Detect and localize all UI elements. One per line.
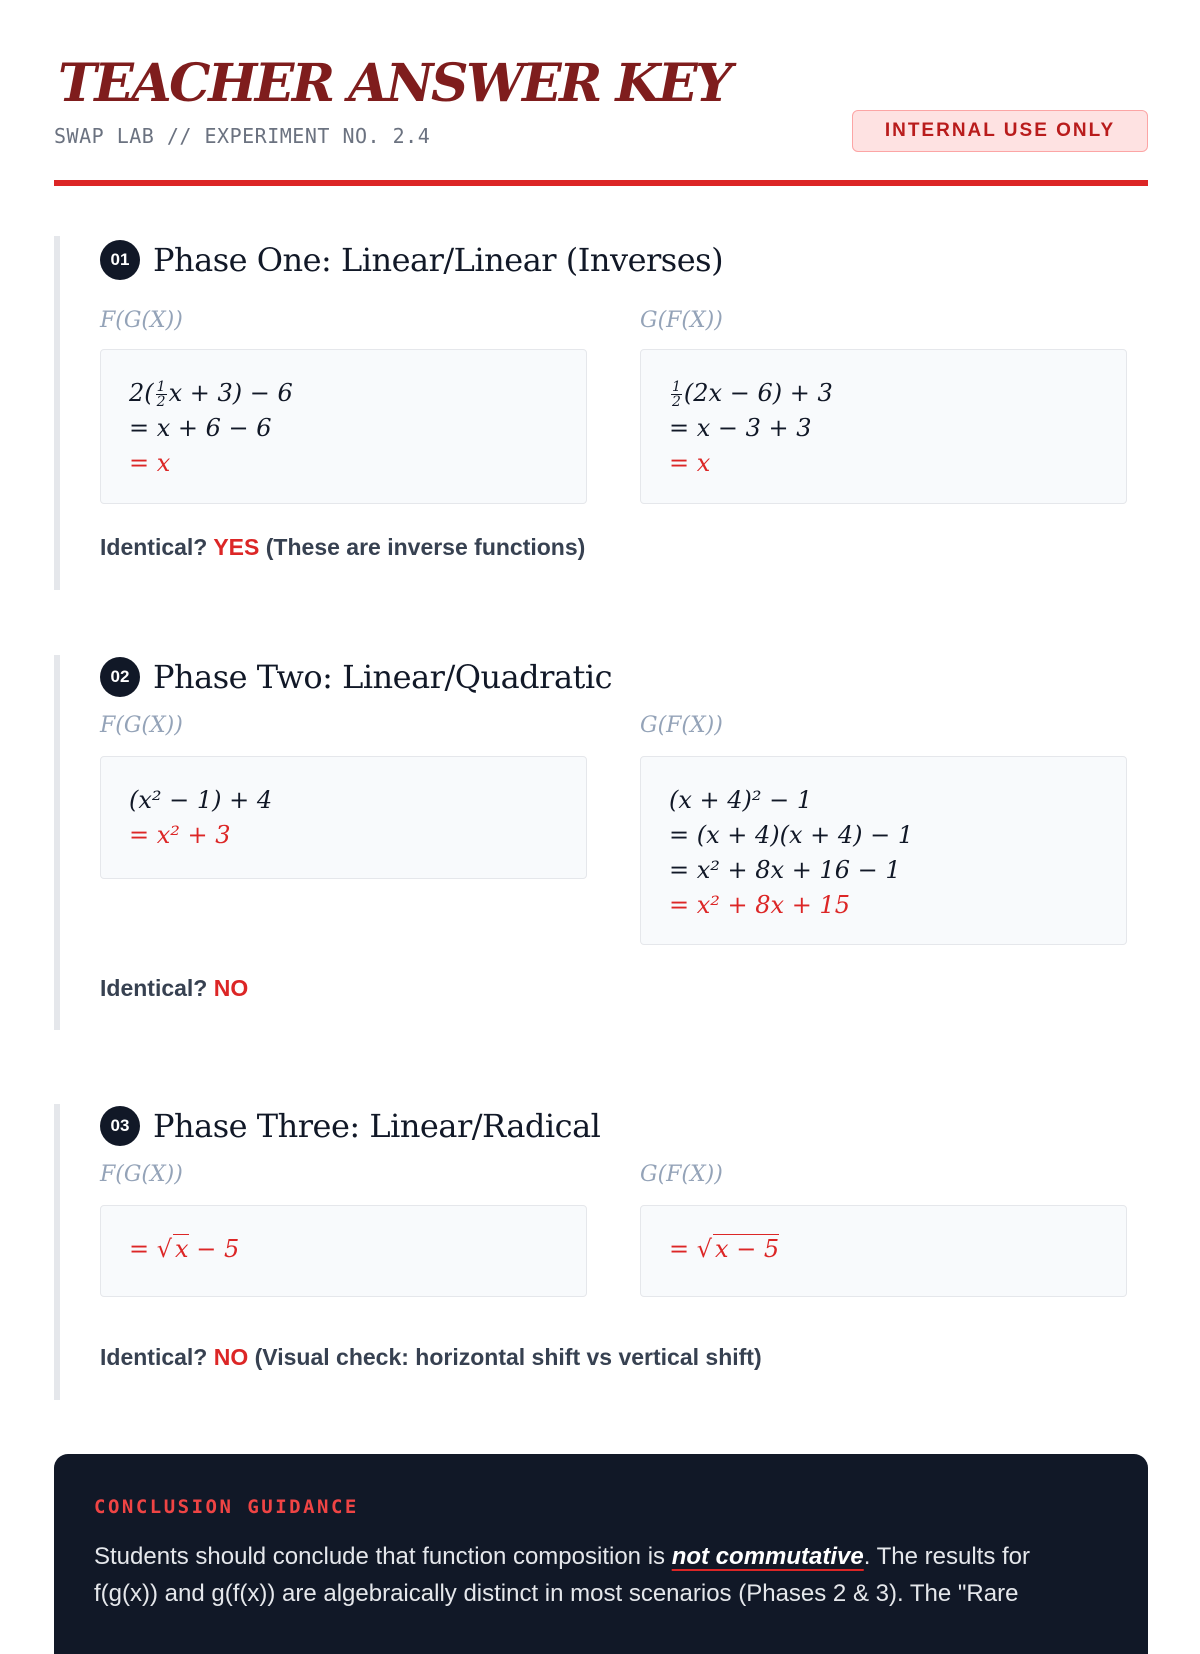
math-step: 2( $\frac{1}{2}$ x + 3) − 6 xyxy=(129,379,293,410)
right-column-label: G(F(X)) xyxy=(640,308,723,333)
math-result: = √ x − 5 xyxy=(669,1235,780,1263)
math-step: = x + 6 − 6 xyxy=(129,414,272,442)
phase-title: Phase One: Linear/Linear (Inverses) xyxy=(153,241,724,279)
phase-two-section xyxy=(54,655,1154,1030)
phase-heading xyxy=(100,238,723,282)
right-work-box xyxy=(640,349,1127,504)
answer-key-page xyxy=(54,0,1148,1607)
left-column-label: F(G(X)) xyxy=(100,308,183,333)
verdict-answer: NO xyxy=(213,1344,249,1370)
math-step: (x + 4)² − 1 xyxy=(669,786,813,814)
conclusion-text-after: . The results for xyxy=(863,1543,1031,1570)
math-result: = x xyxy=(129,449,171,477)
verdict-answer: YES xyxy=(213,534,260,560)
conclusion-text xyxy=(94,1538,1108,1612)
identical-verdict xyxy=(100,534,585,561)
left-column-label: F(G(X)) xyxy=(100,1162,183,1187)
conclusion-text-line2: f(g(x)) and g(f(x)) are algebraically distinct in most scenarios (Phases 2 & 3). The "Rare xyxy=(94,1580,1019,1607)
right-column-label: G(F(X)) xyxy=(640,1162,723,1187)
verdict-answer: NO xyxy=(213,975,249,1001)
internal-use-badge: INTERNAL USE ONLY xyxy=(852,110,1148,152)
header xyxy=(54,0,1148,188)
conclusion-emphasis: not commutative xyxy=(671,1543,864,1570)
verdict-prefix: Identical? xyxy=(100,534,208,560)
right-column-label: G(F(X)) xyxy=(640,713,723,738)
verdict-note: (These are inverse functions) xyxy=(265,534,586,560)
math-step: = x² + 8x + 16 − 1 xyxy=(669,856,901,884)
math-result: = x xyxy=(669,449,711,477)
verdict-note: (Visual check: horizontal shift vs vertical shift) xyxy=(254,1344,762,1370)
math-step: = (x + 4)(x + 4) − 1 xyxy=(669,821,914,849)
phase-heading xyxy=(100,655,612,699)
math-result: = x² + 3 xyxy=(129,821,231,849)
conclusion-label: CONCLUSION GUIDANCE xyxy=(94,1496,359,1518)
phase-title: Phase Three: Linear/Radical xyxy=(153,1107,601,1145)
phase-number-badge: 01 xyxy=(100,240,140,280)
phase-one-section xyxy=(54,236,1154,590)
phase-three-section xyxy=(54,1104,1154,1400)
header-divider xyxy=(54,180,1148,186)
conclusion-panel xyxy=(54,1454,1148,1654)
phase-heading xyxy=(100,1104,600,1148)
math-step: (x² − 1) + 4 xyxy=(129,786,273,814)
conclusion-text-before: Students should conclude that function composition is xyxy=(94,1543,666,1570)
phase-number-badge: 03 xyxy=(100,1106,140,1146)
left-work-box xyxy=(100,1205,587,1297)
phase-number-badge: 02 xyxy=(100,657,140,697)
math-step: $\frac{1}{2}$ (2x − 6) + 3 xyxy=(672,379,833,410)
phase-title: Phase Two: Linear/Quadratic xyxy=(153,658,613,696)
identical-verdict xyxy=(100,975,248,1002)
page-title: TEACHER ANSWER KEY xyxy=(58,53,730,114)
math-result: = x² + 8x + 15 xyxy=(669,891,850,919)
right-work-box xyxy=(640,756,1127,945)
identical-verdict xyxy=(100,1344,762,1371)
math-result: = √ x − 5 xyxy=(129,1235,240,1263)
left-work-box xyxy=(100,349,587,504)
experiment-subtitle: SWAP LAB // EXPERIMENT NO. 2.4 xyxy=(54,124,431,148)
math-step: = x − 3 + 3 xyxy=(669,414,812,442)
left-column-label: F(G(X)) xyxy=(100,713,183,738)
verdict-prefix: Identical? xyxy=(100,1344,208,1370)
right-work-box xyxy=(640,1205,1127,1297)
left-work-box xyxy=(100,756,587,879)
verdict-prefix: Identical? xyxy=(100,975,208,1001)
